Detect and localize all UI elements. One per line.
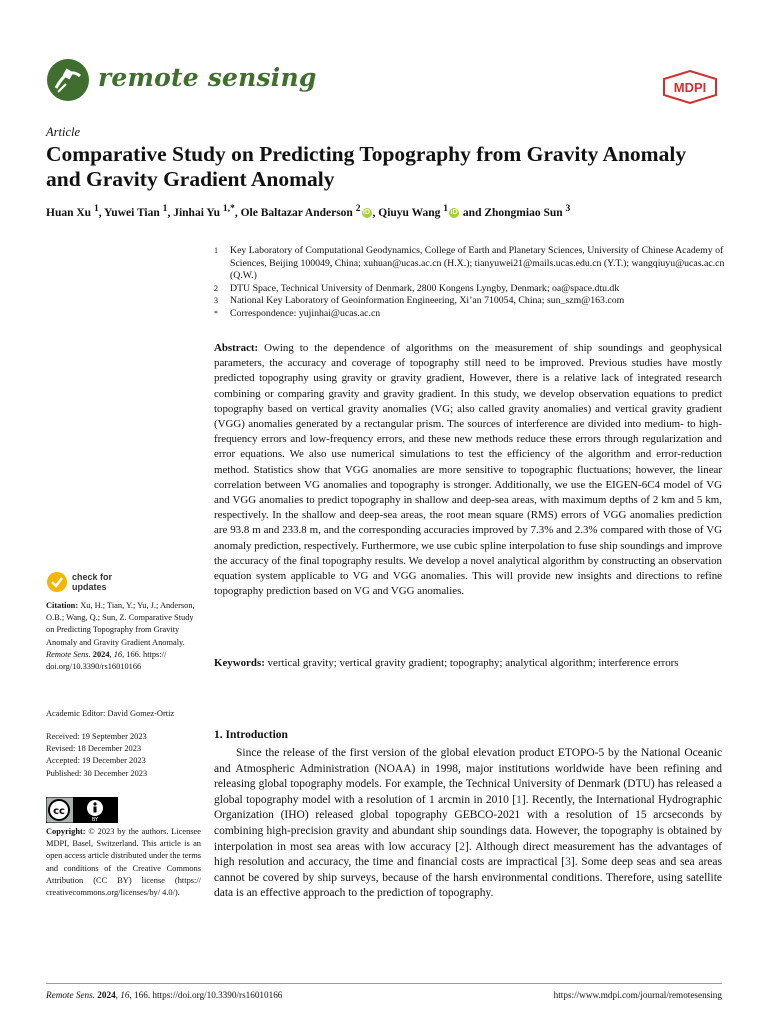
keywords: Keywords: vertical gravity; vertical gravity gradient; topography; analytical algorithm; interference errors (214, 657, 679, 669)
correspondence: * Correspondence: yujinhai@ucas.ac.cn (214, 307, 381, 319)
publisher-name: MDPI (673, 80, 707, 95)
citation: Citation: Xu, H.; Tian, Y.; Yu, J.; Anderson, O.B.; Wang, Q.; Sun, Z. Comparative Study on Predicting Topography from Gravity Anomaly and Gravity Gradient Anomaly. Remote Sens. 2024, 16, 166. https:// doi.org/10.3390/rs16010166 (46, 601, 195, 672)
article-type: Article (46, 125, 81, 139)
check-updates-icon (46, 571, 68, 593)
orcid-icon[interactable]: iD (450, 209, 458, 217)
affiliation-item: 1 Key Laboratory of Computational Geodynamics, College of Earth and Planetary Sciences, University of Chinese Academy of Sciences, Beijing 100049, China; xuhuan@ucas.ac.cn (H.X.); tianyuwei21@mails.ucas.edu.cn (Y.T.); wangqiuyu@ucas.ac.cn (Q.W.) (214, 245, 725, 282)
academic-editor: Academic Editor: David Gomez-Ortiz (46, 709, 175, 718)
mdpi-logo-icon (662, 70, 718, 104)
svg-text:cc: cc (53, 806, 65, 817)
copyright: Copyright: © 2023 by the authors. Licensee MDPI, Basel, Switzerland. This article is an open access article distributed under the terms and conditions of the Creative Commons Attribution (CC BY) license (https:// creativecommons.org/licenses/by/ 4.0/). (46, 827, 201, 898)
orcid-icon[interactable]: iD (363, 209, 370, 217)
abstract: Abstract: Owing to the dependence of algorithms on the measurement of ship soundings and geophysical parameters, the accuracy and coverage of topography still need to be improved. Previous studies have mostly predicted topography using gravity or gravity gradient, However, there is a relative lack of integrated research combining or comparing gravity and gravity gradient. In this study, we develop observation equations to predict topography based on vertical gravity anomalies (VG; also called gravity anomalies) and vertical gravity gradient (VGG) anomalies generated by a rectangular prism. The sources of interference are divided into medium- to high-frequency errors and low-frequency errors, and these new methods reduce these errors through regularization and error equations. We also use numerical simulations to test the efficiency of the algorithm and error-reduction method. Statistics show that VGG anomalies are more sensitive to topographic fluctuations; however, the linear correlation between VG anomalies and topography is stronger. Additionally, we use the EIGEN-6C4 model of VG and VGG anomalies to predict topography in shallow and deep-sea areas, with maximum depths of 2 km and 5 km, respectively. In the shallow and deep-sea areas, the root mean square (RMS) errors of VGG anomalies prediction are 93.8 m and 233.8 m, and the corresponding accuracies improved by 7.3% and 2.3% compared with those of VG anomaly prediction, respectively. Furthermore, we use cubic spline interpolation to fuse ship soundings and improve the accuracy of the final topography results. We develop a novel analytical algorithm by constructing an observation equation system applicable to VG and VGG anomalies. This will provide new insights and directions to refine topography prediction based on VG and VGG anomalies. (214, 342, 722, 598)
svg-text:BY: BY (91, 817, 99, 823)
citation-link[interactable]: 3 (565, 856, 571, 869)
footer-citation: Remote Sens. 2024, 16, 166. https://doi.org/10.3390/rs16010166 (46, 990, 283, 1000)
affiliations (214, 245, 734, 321)
check-for-updates-button[interactable]: check for updates (46, 571, 112, 593)
citation-link[interactable]: 1 (516, 793, 522, 806)
dates: Received: 19 September 2023 Revised: 18 December 2023 Accepted: 19 December 2023 Published: 30 December 2023 (46, 732, 148, 778)
affiliation-item: 2 DTU Space, Technical University of Denmark, 2800 Kongens Lyngby, Denmark; oa@space.dtu.dk (214, 282, 620, 294)
journal-name: remote sensing (98, 63, 317, 92)
citation-link[interactable]: 2 (459, 840, 465, 853)
footer-journal-url[interactable]: https://www.mdpi.com/journal/remotesensing (553, 990, 722, 1000)
footer-divider (46, 983, 722, 984)
journal-logo-icon (46, 58, 90, 102)
paper-title: Comparative Study on Predicting Topography from Gravity Anomaly and Gravity Gradient Anomaly (46, 142, 687, 191)
introduction-paragraph: Since the release of the first version of the global elevation product ETOPO-5 by the National Oceanic and Atmospheric Administration (NOAA) in 1998, major institutions worldwide have been refining and releasing global topography models. For example, the Technical University of Denmark (DTU) has released a global topography model with a resolution of 1 arcmin in 2010 [1]. Recently, the International Hydrographic Organization (IHO) released global topography GEBCO-2021 with a resolution of 15 arcseconds by combining high-precision gravity and abundant ship soundings data. However, the topography is obtained by interpolation in most sea areas with low accuracy [2]. Although direct measurement has the advantages of high resolution and accuracy, the time and financial costs are impractical [3]. Some deep seas and sea areas cannot be covered by ship surveys, because of the harsh environmental conditions. Therefore, using satellite data is an effective approach to the prediction of topography. (214, 747, 722, 900)
cc-by-license-icon[interactable] (46, 797, 118, 823)
author-list: Huan Xu $^1$, Yuwei Tian $^1$, Jinhai Yu $^{1,*}$, Ole Baltazar Anderson $^2$ iD , Qiuyu Wang $^1$ iD and Zhongmiao Sun $^3$ (46, 203, 571, 219)
affiliation-item: 3 National Key Laboratory of Geoinformation Engineering, Xi’an 710054, China; sun_szm@163.com (214, 295, 625, 307)
section-heading-introduction: 1. Introduction (214, 729, 288, 741)
